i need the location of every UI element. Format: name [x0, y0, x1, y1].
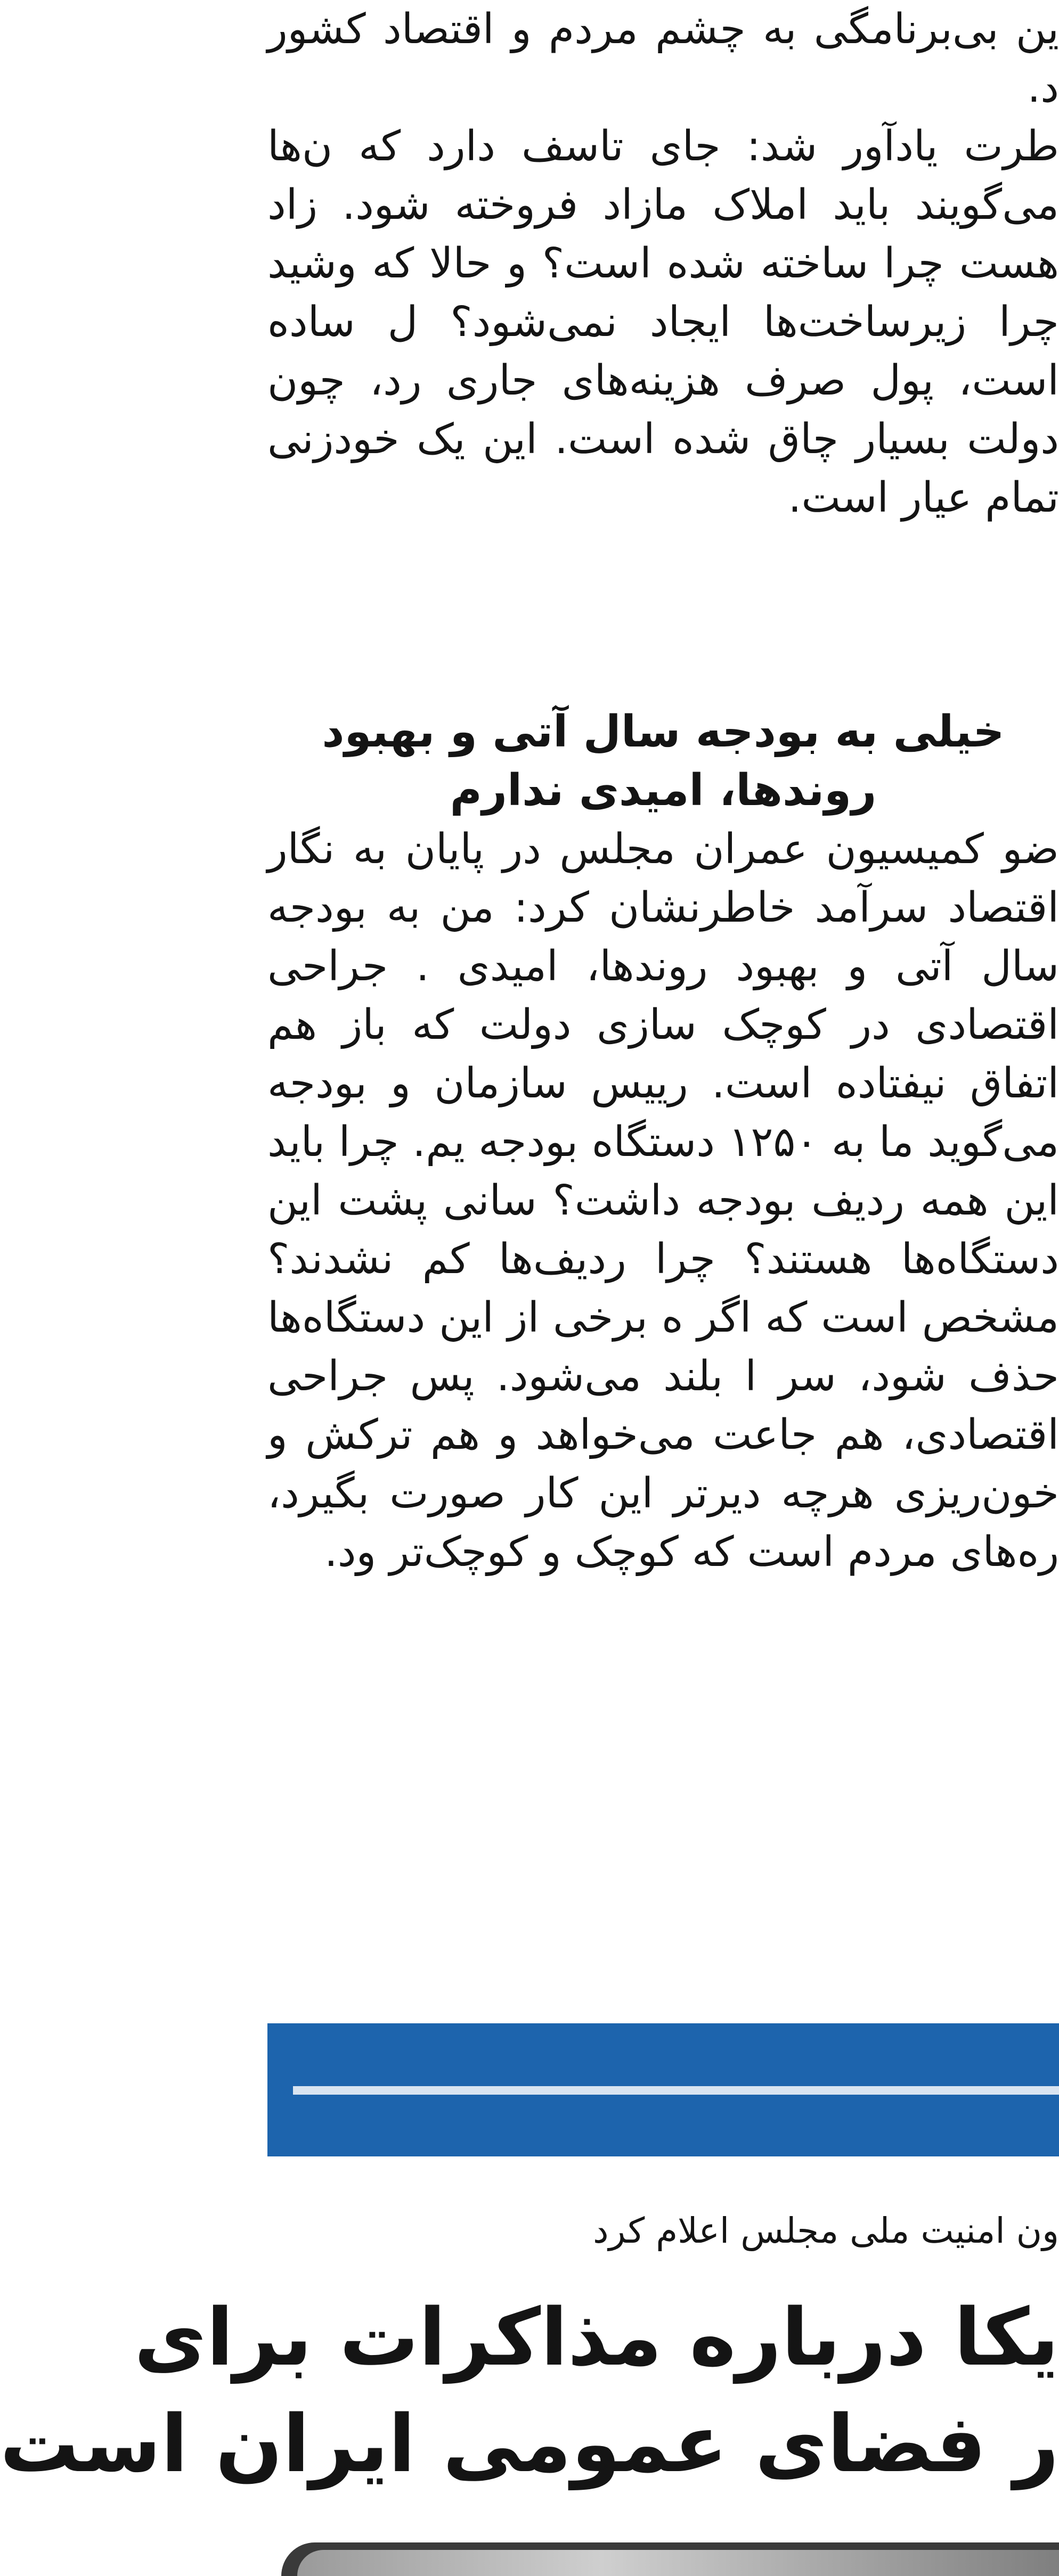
paragraph-1: ین بی‌برنامگی به چشم مردم و اقتصاد کشور د. — [267, 5, 1059, 112]
headline-line-2: ر فضای عمومی ایران است — [0, 2398, 1059, 2490]
story-kicker: ون امنیت ملی مجلس اعلام کرد — [593, 2210, 1059, 2251]
paragraph-3: ضو کمیسیون عمران مجلس در پایان به نگار اقتصاد سرآمد خاطرنشان کرد: من به بودجه سال آتی و بهبود روندها، امیدی . جراحی اقتصادی در کوچک سازی دولت که باز هم اتفاق نیفتاده است. رییس سازمان و بودجه می‌گوید ما به ۱۲۵۰ دستگاه بودجه یم. چرا باید این همه ردیف بودجه داشت؟ سانی پشت این دستگاه‌ها هستند؟ چرا ردیف‌ها کم نشدند؟ مشخص است که اگر ه برخی از این دستگاه‌ها حذف شود، سر ا بلند می‌شود. پس جراحی اقتصادی، هم جاعت می‌خواهد و هم ترکش و خون‌ریزی هرچه دیرتر این کار صورت بگیرد، ره‌های مردم است که کوچک و کوچک‌تر ود. — [267, 825, 1059, 1576]
section-divider-band — [267, 2023, 1059, 2156]
section-subheading: خیلی به بودجه سال آتی و بهبود روندها، امیدی ندارم — [322, 707, 1005, 816]
paragraph-2: طرت یادآور شد: جای تاسف دارد که ن‌ها می‌گویند باید املاک مازاد فروخته شود. زاد هست چرا ساخته شده است؟ و حالا که وشید چرا زیرساخت‌ها ایجاد نمی‌شود؟ ل ساده است، پول صرف هزینه‌های جاری رد، چون دولت بسیار چاق شده است. این یک خودزنی تمام عیار است. — [267, 122, 1059, 522]
story-headline — [0, 2284, 1059, 2497]
story-photo — [281, 2542, 1059, 2576]
article-body — [260, 0, 1059, 1619]
headline-line-1: یکا درباره مذاکرات برای — [134, 2292, 1059, 2383]
photo-image-area — [297, 2550, 1059, 2576]
divider-line — [293, 2086, 1059, 2095]
